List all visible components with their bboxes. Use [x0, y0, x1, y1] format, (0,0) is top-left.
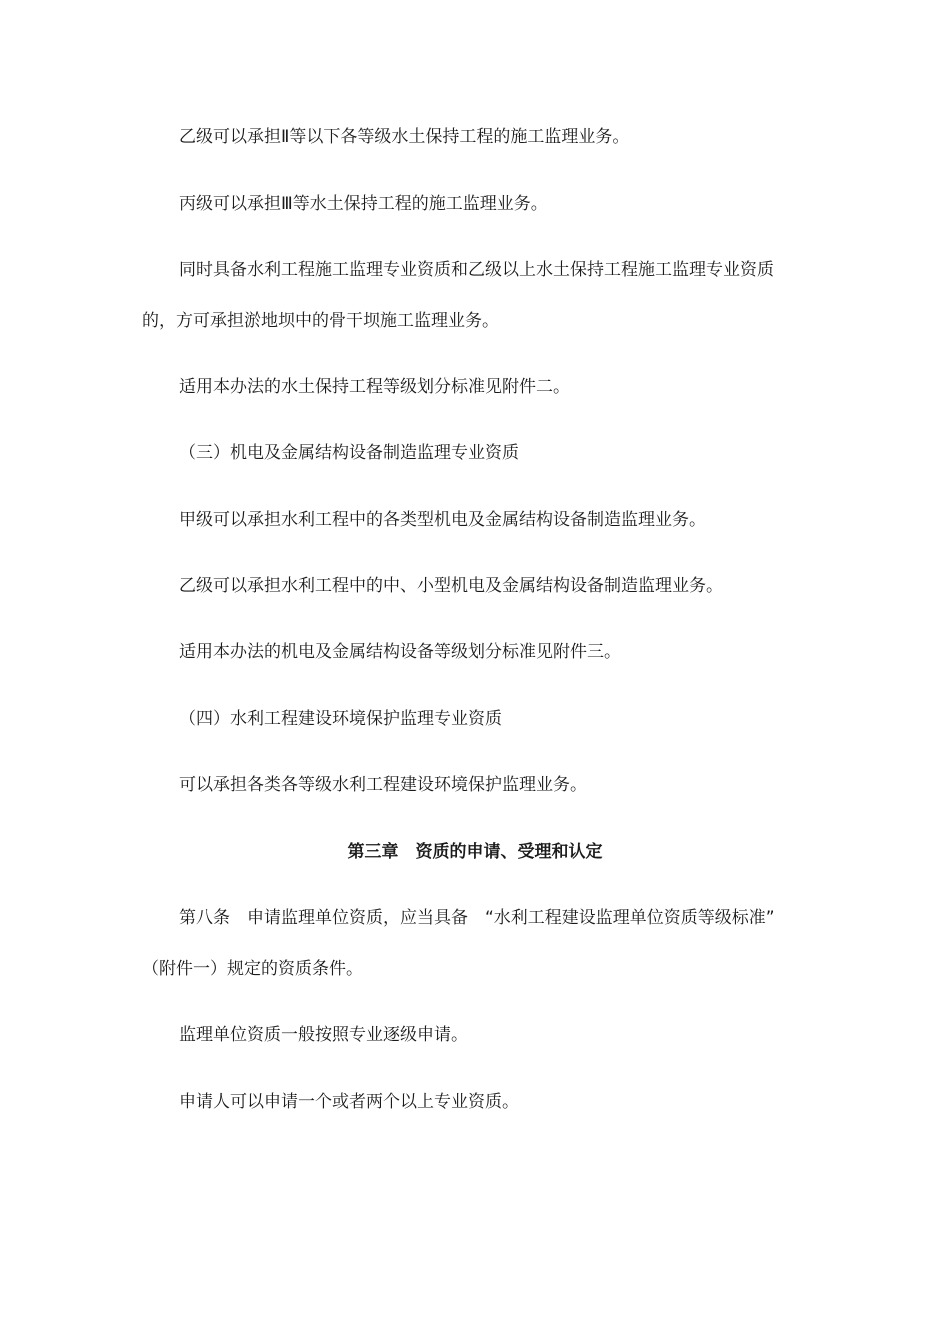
paragraph-apply-multiple: 申请人可以申请一个或者两个以上专业资质。 — [179, 1092, 519, 1112]
paragraph-class-b-electromech: 乙级可以承担水利工程中的中、小型机电及金属结构设备制造监理业务。 — [179, 576, 723, 596]
article-eight-line2: （附件一）规定的资质条件。 — [142, 959, 363, 979]
paragraph-dual-qualification-line2: 的，方可承担淤地坝中的骨干坝施工监理业务。 — [142, 311, 499, 331]
paragraph-class-c-soil: 丙级可以承担Ⅲ等水土保持工程的施工监理业务。 — [179, 194, 548, 214]
paragraph-apply-by-specialty: 监理单位资质一般按照专业逐级申请。 — [179, 1025, 468, 1045]
paragraph-annex-two: 适用本办法的水土保持工程等级划分标准见附件二。 — [179, 377, 570, 397]
section-four-heading: （四）水利工程建设环境保护监理专业资质 — [179, 709, 502, 729]
paragraph-environmental-protection: 可以承担各类各等级水利工程建设环境保护监理业务。 — [179, 775, 587, 795]
chapter-three-heading: 第三章 资质的申请、受理和认定 — [347, 842, 603, 862]
paragraph-class-b-soil: 乙级可以承担Ⅱ等以下各等级水土保持工程的施工监理业务。 — [179, 127, 630, 147]
section-three-heading: （三）机电及金属结构设备制造监理专业资质 — [179, 443, 519, 463]
article-eight-line1: 第八条 申请监理单位资质，应当具备 “水利工程建设监理单位资质等级标准” — [179, 908, 775, 928]
paragraph-class-a-electromech: 甲级可以承担水利工程中的各类型机电及金属结构设备制造监理业务。 — [179, 510, 706, 530]
paragraph-annex-three: 适用本办法的机电及金属结构设备等级划分标准见附件三。 — [179, 642, 621, 662]
paragraph-dual-qualification-line1: 同时具备水利工程施工监理专业资质和乙级以上水土保持工程施工监理专业资质 — [179, 260, 774, 280]
